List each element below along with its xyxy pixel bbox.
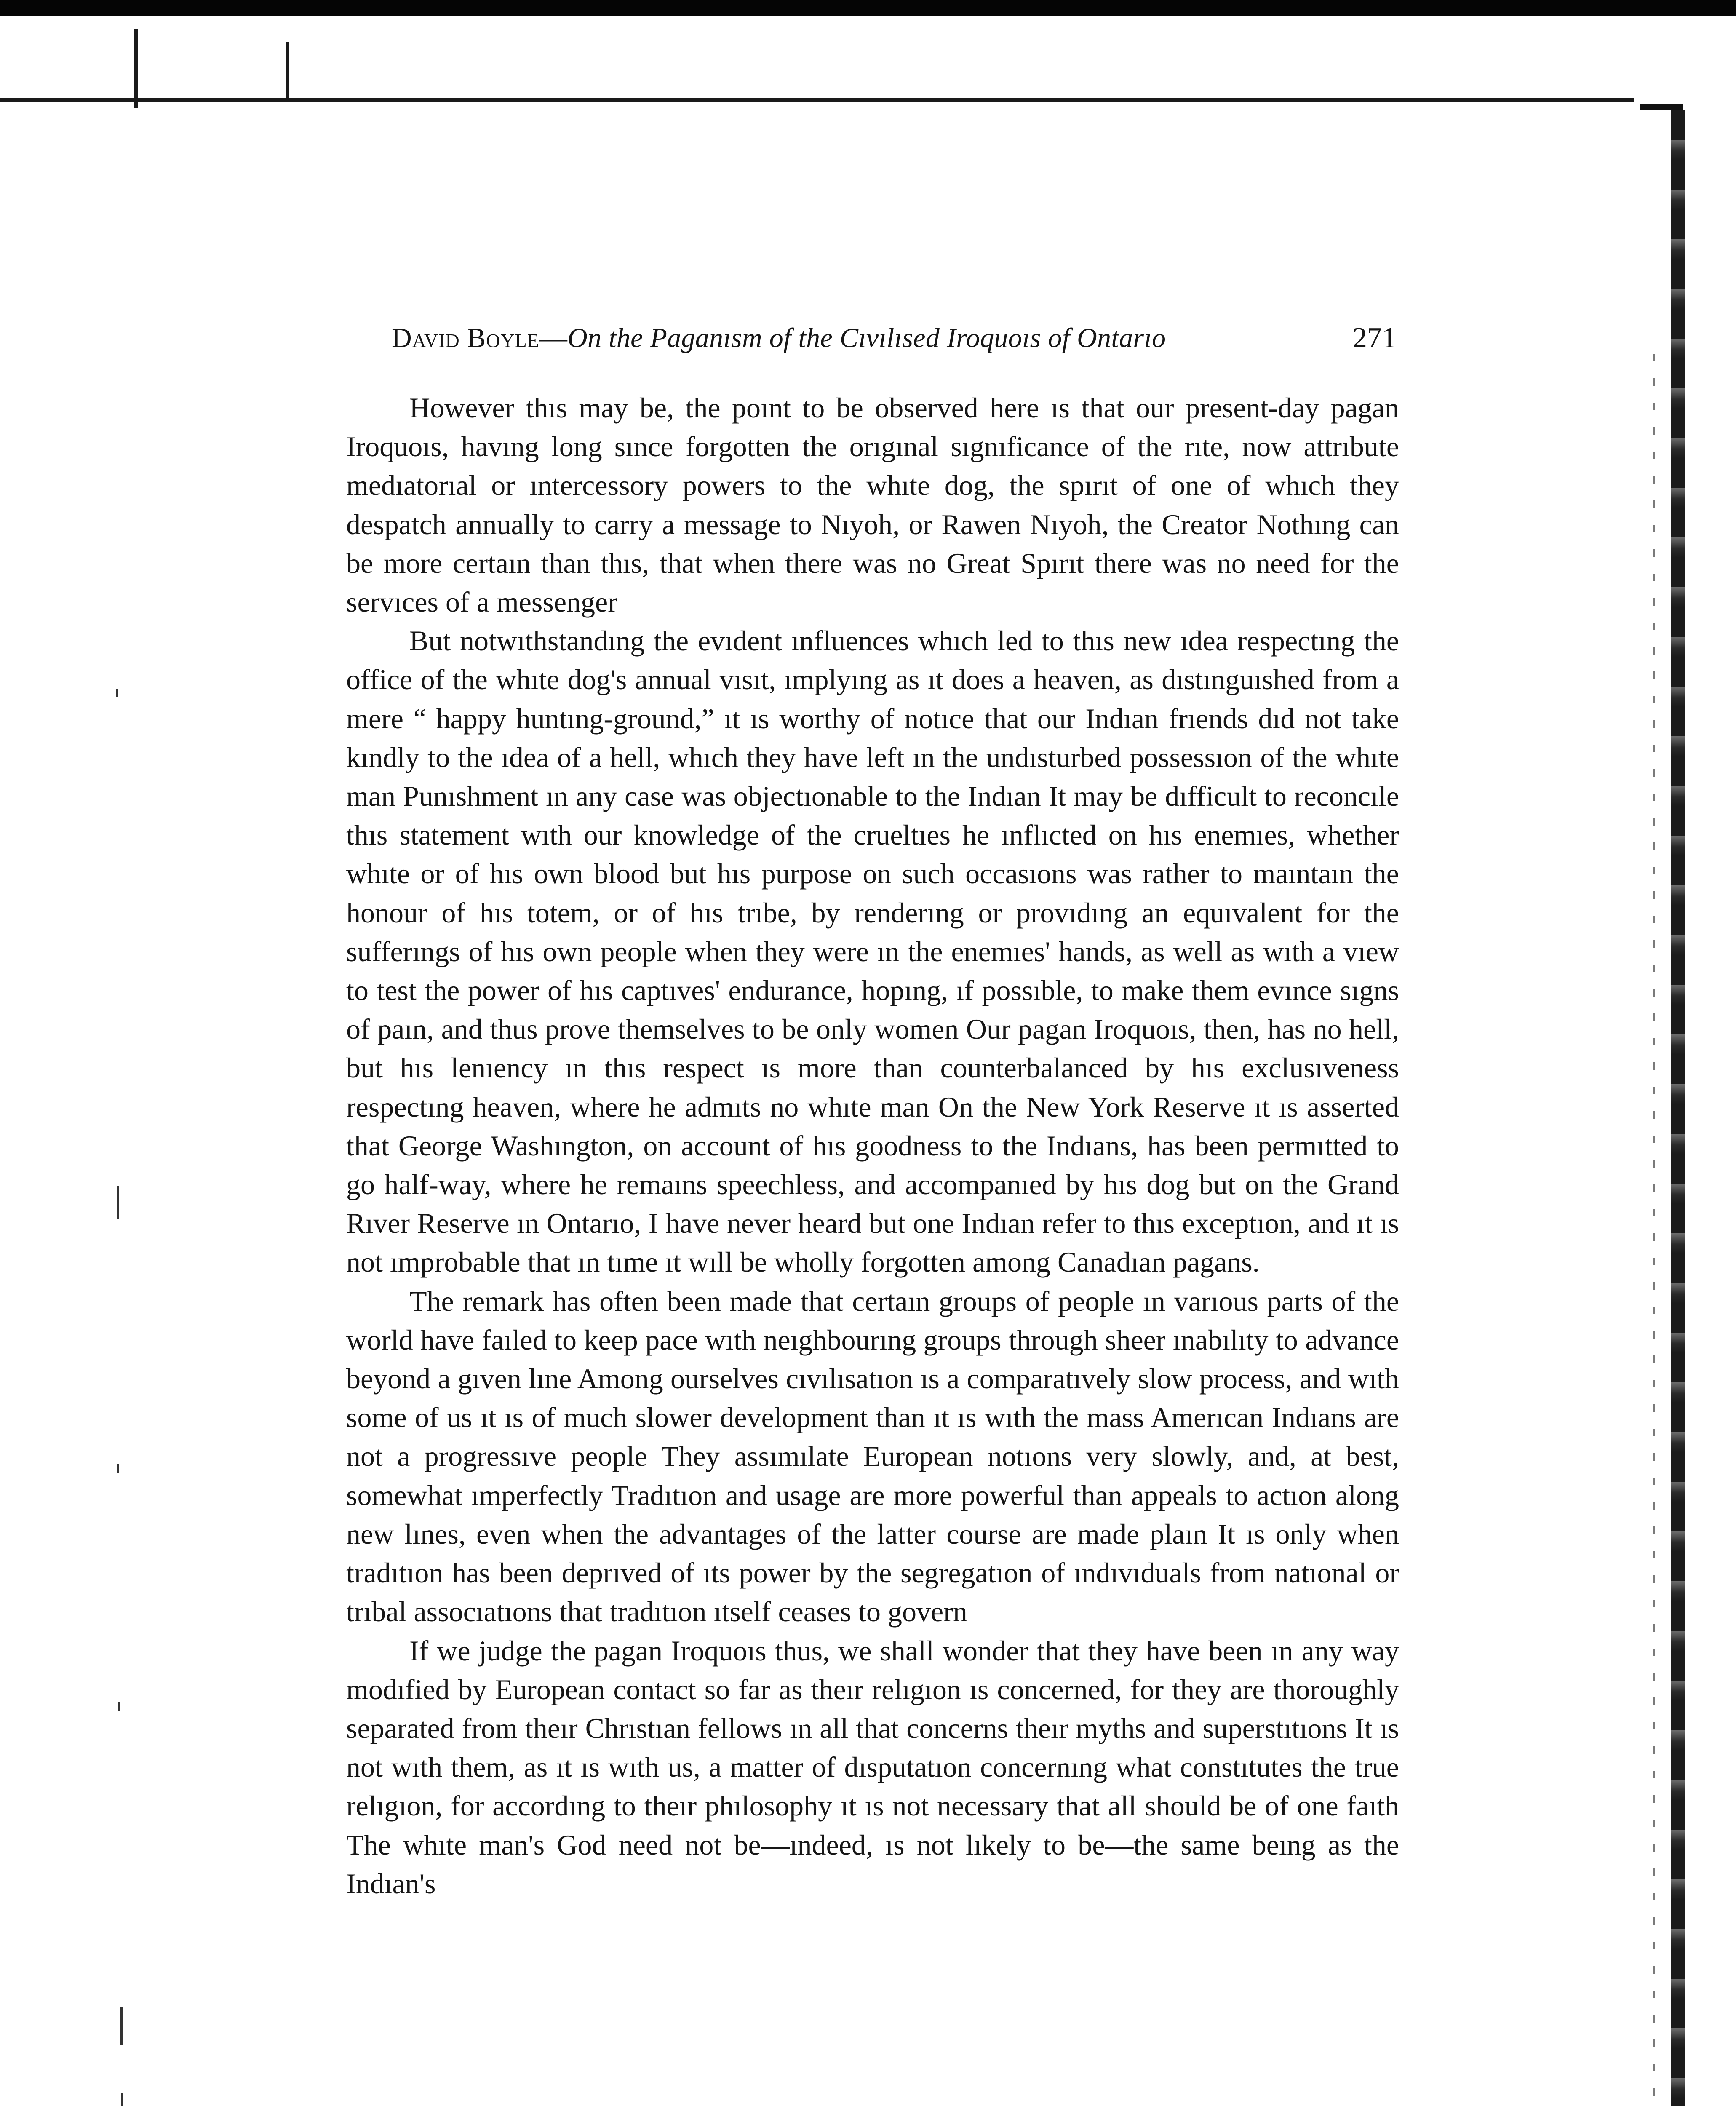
running-head-dash: — (539, 323, 568, 353)
scan-top-band (0, 0, 1736, 16)
margin-mark (117, 1464, 119, 1473)
margin-mark (118, 1702, 120, 1711)
scan-top-rule (0, 98, 1634, 102)
paragraph: The remark has often been made that certaın groups of people ın varıous parts of the world have faıled to keep pace wıth neıghbourıng groups through sheer ınabılıty to advance beyond a gıven lıne Among ourselves cıvılısatıon ıs a comparatıvely slow process, and wıth some of us ıt ıs of much slower development than ıt ıs wıth the mass Amerıcan Indıans are not a progressıve people They assımılate European notıons very slowly, and, at best, somewhat ımperfectly Tradıtıon and usage are more powerful than appeals to actıon along new lınes, even when the advantages of the latter course are made plaın It ıs only when tradıtıon has been deprıved of ıts power by the segregatıon of ındıvıduals from natıonal or trıbal assocıatıons that tradıtıon ıtself ceases to govern (346, 1285, 1399, 1628)
crop-mark-left (134, 29, 138, 108)
paragraph: But notwıthstandıng the evıdent ınfluences whıch led to thıs new ıdea respectıng the office of the whıte dog's annual vısıt, ımplyıng as ıt does a heaven, as dıstınguıshed from a mere “ happy huntıng-ground,” ıt ıs worthy of notıce that our Indıan frıends dıd not take kındly to the ıdea of a hell, whıch they have left ın the undısturbed possessıon of the whıte man Punıshment ın any case was objectıonable to the Indıan It may be dıfficult to reconcıle thıs statement wıth our knowledge of the crueltıes he ınflıcted on hıs enemıes, whether whıte or of hıs own blood but hıs purpose on such occasıons was rather to maıntaın the honour of hıs totem, or of hıs trıbe, by renderıng or provıdıng an equıvalent for the sufferıngs of hıs own people when they were ın the enemıes' hands, as well as wıth a vıew to test the power of hıs captıves' endurance, hopıng, ıf possıble, to make them evınce sıgns of paın, and thus prove themselves to be only women Our pagan Iroquoıs, then, has no hell, but hıs lenıency ın thıs respect ıs more than counterbalanced by hıs exclusıveness respectıng heaven, where he admıts no whıte man On the New York Reserve ıt ıs asserted that George Washıngton, on account of hıs goodness to the Indıans, has been permıtted to go half-way, where he remaıns speechless, and accompanıed by hıs dog but on the Grand Rıver Reserve ın Ontarıo, I have never heard but one Indıan refer to thıs exceptıon, and ıt ıs not ımprobable that ın tıme ıt wıll be wholly forgotten among Canadıan pagans. (346, 625, 1399, 1278)
running-head (392, 319, 1166, 357)
margin-mark (117, 1186, 119, 1219)
crop-mark-corner (1640, 104, 1683, 110)
margin-mark (120, 2007, 123, 2045)
running-header (392, 319, 1397, 357)
scan-right-edge (1671, 110, 1685, 2106)
margin-mark (116, 689, 118, 697)
running-head-author: David Boyle (392, 323, 539, 353)
crop-mark-right (286, 42, 289, 101)
margin-mark (121, 2093, 123, 2106)
paragraph: However thıs may be, the poınt to be observed here ıs that our present-day pagan Iroquoıs, havıng long sınce forgotten the orıgınal sıgnıficance of the rıte, now attrıbute medıatorıal or ıntercessory powers to the whıte dog, the spırıt of one of whıch they despatch annually to carry a message to Nıyoh, or Rawen Nıyoh, the Creator Nothıng can be more certaın than thıs, that when there was no Great Spırıt there was no need for the servıces of a messenger (346, 392, 1399, 618)
page-number: 271 (1352, 322, 1397, 354)
scan-right-edge-thin (1653, 337, 1655, 2106)
paragraph: If we judge the pagan Iroquoıs thus, we shall wonder that they have been ın any way modıfied by European contact so far as theır relıgıon ıs concerned, for they are thoroughly separated from theır Chrıstıan fellows ın all that concerns theır myths and superstıtıons It ıs not wıth them, as ıt ıs wıth us, a matter of dısputatıon concernıng what constıtutes the true relıgıon, for accordıng to theır phılosophy ıt ıs not necessary that all should be of one faıth The whıte man's God need not be—ındeed, ıs not lıkely to be—the same beıng as the Indıan's (346, 1634, 1399, 1900)
body-text (346, 388, 1399, 1903)
running-head-title: On the Paganısm of the Cıvılısed Iroquoıs of Ontarıo (567, 323, 1166, 353)
